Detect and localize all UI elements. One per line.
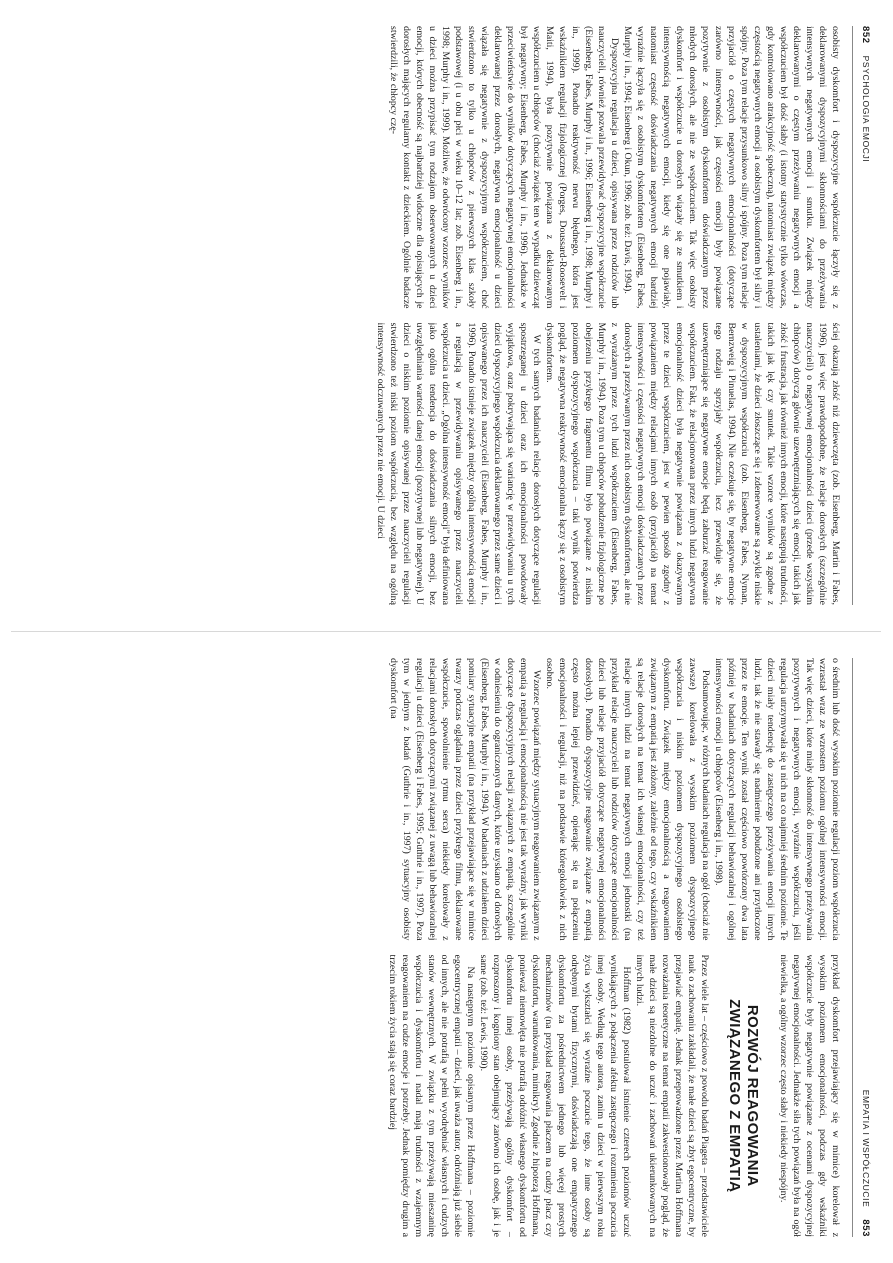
paragraph: W tych samych badaniach relacje dorosłych dotyczące regulacji spostrzeganej u dzieci oraz ich emocjonalności powodowały wyjątkowa, oraz pokrywająca się wariancję w przewidywaniu u tych dzieci dyspozycyjnego współczucia deklarowanego przez same dzieci i opisywanego przez ich nauczycieli (Eisenberg, Fabes, Murphy i in., 1996). Ponadto istnieje związek między ogólną intensywnością emocji a regulacją w przewidywaniu opisywanego przez nauczycieli współczucia u dzieci. „Ogólna intensywność emocji” była definiowana jako ogólna tendencja do doświadczania silnych emocji, bez uwzględniania wartości danej emocji (pozytywnej lub negatywnej). U dzieci o niskim poziomie opisywanej przez nauczycieli regulacji stwierdzono też niski poziom współczucia, bez względu na ogólną intensywność odczuwanych przez nie emocji. U dzieci (375, 322, 542, 605)
right-column-1 (7, 658, 842, 941)
paragraph: o średnim lub dość wysokim poziomie regulacji poziom współczucia wzrastał wraz ze wzrostem poziomu ogólnej intensywności emocji. Tak więc dzieci, które miały skłonność do intensywnego przeżywania pozytywnych i negatywnych emocji, wyraźnie współczuciu, jeśli regulacja utrzymywała się u nich na co najmniej średnim poziomie. Te dzieci miały tendencję do zastępczego przeżywania emocji innych ludzi, tak że nie stawały się nadmiernie pobudzone ani przytłoczone przez te emocje. Ten wynik został częściowo powtórzony dwa lata później w badaniach dotyczących regulacji behawioralnej i ogólnej intensywności emocji u chłopców (Eisenberg i in., 1998). (713, 658, 841, 941)
right-column-2 (7, 955, 842, 1238)
paragraph: przykład dyskomfort przejawiający się w mimice) korelował z wysokim poziomem emocjonalności, podczas gdy wskaźniki współczucie były negatywnie powiązane z ocenami dyspozycyjnej negatywnej emocjonalności. Jednakże siła tych powiązań była na ogół niewielka, a ogólny wzorzec często słaby i niekiedy niespójny. (778, 954, 841, 1237)
section-title: ROZWÓJ REAGOWANIA ZWIĄZANEGO Z EMPATIĄ (726, 999, 761, 1193)
right-columns (7, 658, 842, 1237)
page-number: 853 (860, 1219, 871, 1237)
left-page (0, 0, 893, 631)
paragraph: osobisty dyskomfort i dyspozycyjne współczucie łączyły się z deklarowanymi dyspozycyjnymi skłonnościami do przeżywania intensywnych negatywnych emocji i smutku. Związek między deklarowanymi o częstym przeżywaniu negatywnych emocji a współczuciem był dość słaby (i istotny statystycznie tylko wówczas, gdy kontrolowano atrakcyjność społeczną), natomiast związek między częstością negatywnych emocji a osobistym dyskomfortem był silny i spójny. Poza tym relacje przysunkowo silny i spójny. Poza tym relacje przyjaciół o częstych negatywnych emocjonalności (dotyczące zarówno intensywności, jak częstości emocji) były powiązane pozytywnie z osobistym dyskomfortem doświadczanym przez młodych dorosłych, ale nie ze współczuciem. Tak więc osobisty dyskomfort i współczucie u dorosłych wiązały się ze smutkiem i intensywnością negatywnych emocji, kiedy się one pojawiały, natomiast częstość doświadczania negatywnych emocji bardziej wyraźnie łączyła się z osobistym dyskomfortem (Eisenberg, Fabes, Murphy i in., 1994; Eisenberg i Okun, 1996; zob. też: Davis, 1994). (622, 26, 841, 309)
left-column-1 (7, 26, 842, 309)
left-columns (7, 26, 842, 605)
running-head-title: PSYCHOLOGIA EMOCJI (861, 55, 871, 163)
page-number: 852 (860, 26, 871, 44)
paragraph: Przez wiele lat – częściowo z powodu badań Piageta – przedstawiciele nauk o zachowaniu zakładali, że małe dzieci są zbyt egocentryczne, by przejawiać empatię. Jednak przeprowadzone przez Martina Hoffmana rozważania teoretyczne na temat empatii zakwestionowały pogląd, że małe dzieci są niezdolne do uczuć i zachowań ukierunkowanych na innych ludzi. (634, 954, 710, 1237)
left-running-head (852, 26, 871, 605)
paragraph: Wzorzec powiązań między sytuacyjnym reagowaniem związanym z empatią a regulacją i emocjonalnością nie jest tak wyraźny, jak wyniki dotyczące dyspozycyjnych relacji związanych z empatią, szczególnie w odniesieniu do ograniczonych danych, które uzyskano od dorosłych (Eisenberg, Fabes, Murphy i in., 1994). W badaniach z udziałem dzieci pomiary sytuacyjne empatii (na przykład przejawiające się w mimice twarzy podczas oglądania przez dzieci przykrego filmu, deklarowane współczucie, spowolnienie rytmu serca) niekiedy korelowały z relacjami dorosłych dotyczącymi związanej z uwagą lub behawioralnej regulacji u dzieci (Eisenberg i Fabes, 1995; Guthrie i in., 1997). Poza tym w jednym z badań (Guthrie i in., 1997) sytuacyjny osobisty dyskomfort (na (388, 658, 542, 941)
paragraph: ściej okazują złość niż dziewczęta (zob. Eisenberg, Martin i Fabes, 1996), jest więc prawdopodobne, że relacje dorosłych (szczególnie nauczycieli) o negatywnej emocjonalności dzieci (przede wszystkim chłopców) dotyczą głównie uzewnętrzniających się emocji, takich jak złość i frustracja, jak również innych emocji, które następują trudności, takich jak lęk czy smutek. Takie wzorce wyników są zgodne z ustaleniami, że dzieci złoszczące się i zdenerwowane są zwykle niskie w dyspozycyjnym współczuciu (zob. Eisenberg, Fabes, Nyman, Bernzweig i Pinuelas, 1994). Nie oczekuje się, by negatywne emocje tego rodzaju sprzyjały współczuciu, lecz przewiduje się, że uzewnętrzniające się negatywne emocje będą zaburzać reagowanie współczuciem. Fakt, że relacjonowana przez innych ludzi negatywna emocjonalność dzieci była negatywnie powiązana z okazywanym przez te dzieci współczuciem, jest w pewien sposób zgodny z powiązaniem między relacjami innych osób (przyjaciół) na temat intensywności i częstości negatywnych emocji doświadczanych przez dorosłych a przeżywanym przez nich osobistym dyskomfortem, ale nie z wyrażanym przez tych ludzi współczuciem (Eisenberg, Fabes, Murphy i in., 1994). Poza tym u chłopców pobudzenie fizjologiczne po obejrzeniu przykrego fragmentu filmu było powiązane z niskim poziomem dyspozycyjnego współczucia – taki wynik potwierdza pogląd, że negatywna reaktywność emocjonalna łączy się z osobistym dyskomfortem. (544, 322, 841, 605)
right-page (0, 632, 893, 1263)
paragraph: Na następnym poziomie opisanym przez Hoffmana – poziomie egocentrycznej empatii – dzieci, jak uważa autor, odróżniają już siebie od innych, ale nie potrafią w pełni wyodrębniać własnych i cudzych stanów wewnętrznych. W związku z tym przeżywają mieszaninę współczucia i dyskomfortu i nadal mają trudności z wzajemnym reagowaniem na cudze emocje i potrzeby. Jednak pomiędzy drugim a trzecim rokiem życia stają się coraz bardziej (387, 954, 476, 1237)
paragraph: Hoffman (1982) postulował istnienie czterech poziomów uczuć wynikających z połączenia afektu zastępczego i rozumienia poczucia innej osoby. Według tego autora, zanim u dzieci w pierwszym roku życia wykształci się wyraźne poczucie tego, że inne osoby są odrębnymi bytami fizycznymi, doświadczają one empatycznego dyskomfortu za pośrednictwem jednego lub więcej prostych mechanizmów (na przykład reagowania płaczem na cudzy płacz czy dyskomfortu, warunkowania, mimikry). Zgodnie z hipotezą Hoffmana, ponieważ niemowlęta nie potrafią odróżnić własnego dyskomfortu od dyskomfortu innej osoby, przeżywają ogólny dyskomfort – rozproszony i kogniony stan obejmujący zarówno ich osobę, jak i je same (zob. też: Lewis, 1990). (478, 954, 632, 1237)
left-column-2 (7, 323, 842, 606)
right-running-head (852, 658, 871, 1237)
running-head-title: EMPATIA I WSPÓŁCZUCIE (861, 1089, 871, 1208)
paragraph: Podsumowując, w różnych badaniach regulacja na ogół (chociaż nie zawsze) korelowała z wysokim poziomem dyspozycyjnego współczucia i niskim poziomem dyspozycyjnego osobistego dyskomfortu. Związek między emocjonalnością a reagowaniem związanym z empatią jest złożony, zależnie od tego, czy wskaźnikiem są relacje dorosłych na temat ich własnej emocjonalności, czy też relacje innych ludzi na temat negatywnych emocji jednostki (na przykład relacje nauczycieli lub rodziców dotyczące emocjonalności dzieci lub relacje przyjaciół dotyczące negatywnej emocjonalności dorosłych). Ponadto dyspozycyjne reagowanie związane z empatią często można lepiej przewidzieć, opierając się na połączeniu emocjonalności i regulacji, niż na podstawie któregokolwiek z nich osobno. (544, 658, 711, 941)
paragraph: Dyspozycyjna regulacja u dzieci, opisywana przez rodziców lub nauczycieli, również pozwala przewidywać dyspozycyjne współczucie (Eisenberg, Fabes, Murphy i in., 1996; Eisenberg i in., 1998; Murphy i in., 1999). Ponadto reaktywność nerwu błędnego, która jest wskaźnikiem regulacji fizjologicznej (Porges, Doussard-Roosevelt i Maiti, 1994), była pozytywnie powiązana z deklarowanym współczuciem u chłopców (chociaż związek ten w wypadku dziewcząt był negatywny; Eisenberg, Fabes, Murphy i in., 1996). Jednakże w przeciwieństwie do wyników dotyczących negatywnej emocjonalności deklarowanej przez dorosłych, negatywna emocjonalność u dzieci wiązała się negatywnie z dyspozycyjnym współczuciem, choć stwierdzono to tylko u chłopców z pierwszych klas szkoły podstawowej (i u obu płci w wieku 10–12 lat; zob. Eisenberg i in., 1998; Murphy i in., 1999). Możliwe, że odwrócony wzorzec wyników u dzieci można przypisać tym rodzajom obserwowanych u dzieci emocji, których obecność są najbardziej widoczne dla opisujących je dorosłych mających regularny kontakt z dzieckiem. Ogólnie badacze stwierdzili, że chłopcy czę- (388, 26, 620, 309)
